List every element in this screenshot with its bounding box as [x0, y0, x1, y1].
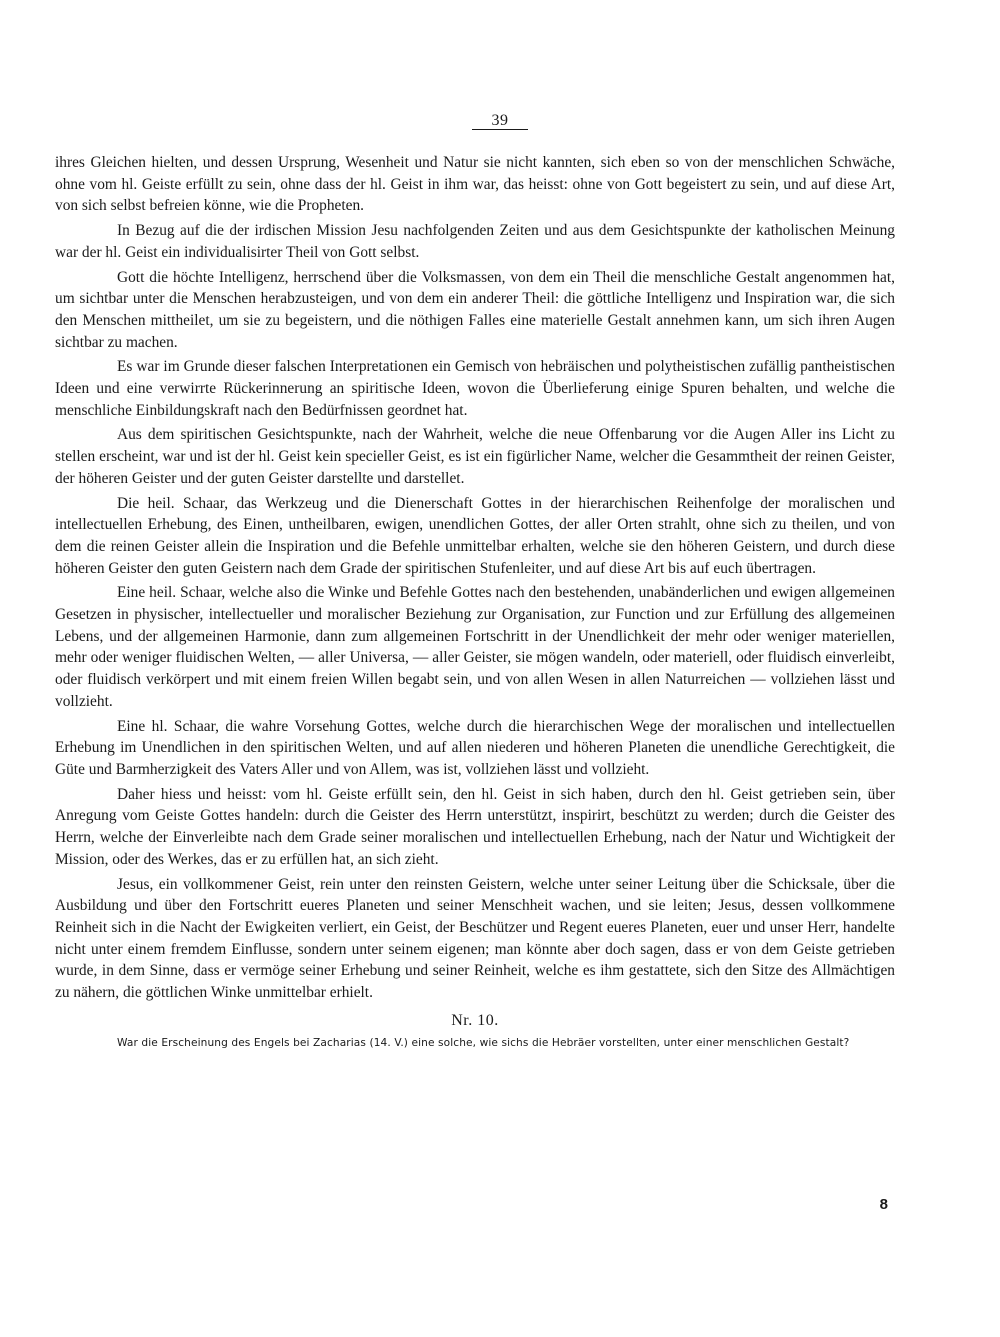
signature-mark: 8 — [879, 1196, 888, 1213]
page-number-rule — [472, 129, 528, 130]
paragraph-5: Aus dem spiritischen Gesichtspunkte, nach der Wahrheit, welche die neue Offenbarung vor die Augen Aller ins Licht zu stellen erscheint, war und ist der hl. Geist kein specieller Geist, es ist ein figürlicher Name, welcher die Gesammtheit der reinen Geister, der höheren Geister und der guten Geister darstellte und darstellet. — [55, 426, 895, 487]
paragraph-7: Eine heil. Schaar, welche also die Winke und Befehle Gottes nach den bestehenden, unabänderlichen und ewigen allgemeinen Gesetzen in physischer, intellectueller und moralischer Beziehung zur Organisation, zur Function und zur Erfüllung des allgemeinen Lebens, und der allgemeinen Harmonie, dann zum allgemeinen Fortschritt in der Unendlichkeit der mehr oder weniger materiellen, mehr oder weniger fluidischen Welten, — aller Universa, — aller Geister, sie mögen wandeln, oder materiell, oder fluidisch einverleibt, oder fluidisch verkörpert und mit einem freien Willen begabt sein, und von allen Wesen in allen Naturreichen — vollziehen lässt und vollzieht. — [55, 584, 895, 710]
section-heading: Nr. 10. — [451, 1011, 499, 1029]
paragraph-6: Die heil. Schaar, das Werkzeug und die Dienerschaft Gottes in der hierarchischen Reihenfolge der moralischen und intellectuellen Erhebung, des Einen, untheilbaren, ewigen, unendlichen Gottes, der aller Orten strahlt, ohne sich zu theilen, und von dem die reinen Geister allein die Inspiration und die Befehle unmittelbar erhalten, welche sie den höheren Geistern, und durch diese höheren Geister den guten Geistern nach dem Grade der spiritischen Stufenleiter, und auf diese Art bis auf euch übertragen. — [55, 494, 895, 577]
paragraph-4: Es war im Grunde dieser falschen Interpretationen ein Gemisch von hebräischen und polytheistischen zufällig pantheistischen Ideen und eine verwirrte Rückerinnerung an spiritische Ideen, wovon die Überlieferung einige Spuren behalten, und welche die menschliche Einbildungskraft nach den Bedürfnissen geordnet hat. — [55, 358, 895, 419]
question-text: War die Erscheinung des Engels bei Zacharias (14. V.) eine solche, wie sichs die Hebräer vorstellten, unter einer menschlichen Gestalt? — [117, 1037, 850, 1050]
paragraph-8: Eine hl. Schaar, die wahre Vorsehung Gottes, welche durch die hierarchischen Wege der moralischen und intellectuellen Erhebung im Unendlichen in den spiritischen Welten, und auf allen niederen und höheren Planeten die unendliche Gerechtigkeit, die Güte und Barmherzigkeit des Vaters Aller und von Allem, was ist, vollziehen lässt und vollzieht. — [55, 717, 895, 778]
paragraph-10: Jesus, ein vollkommener Geist, rein unter den reinsten Geistern, welche unter seiner Leitung über die Schicksale, über die Ausbildung und über den Fortschritt eueres Planeten und seiner Menschheit wachen, und sie leiten; Jesus, dessen vollkommene Reinheit sich in die Nacht der Ewigkeiten verliert, ein Geist, der Beschützer und Regent eueres Planeten, euer und unser Herr, handelte nicht unter einem fremdem Einflusse, sondern unter seinem eigenen; man könnte aber doch sagen, dass er von dem Geiste getrieben wurde, in dem Sinne, dass er vermöge seiner Erhebung und seiner Reinheit, welche es ihm gestattete, sich den Sitze des Allmächtigen zu nähern, die göttlichen Winke unmittelbar erhielt. — [55, 875, 895, 1002]
body-text — [55, 152, 895, 1054]
paragraph-2: In Bezug auf die der irdischen Mission Jesu nachfolgenden Zeiten und aus dem Gesichtspunkte der katholischen Meinung war der hl. Geist ein individualisirter Theil von Gott selbst. — [55, 222, 895, 261]
paragraph-3: Gott die höchte Intelligenz, herrschend über die Volksmassen, von dem ein Theil die menschliche Gestalt angenommen hat, um sichtbar unter die Menschen herabzusteigen, und von dem ein anderer Theil: die göttliche Intelligenz und Inspiration war, die sich den Menschen mittheilet, um sie zu begeistern, und die nöthigen Falles eine materielle Gestalt annehmen kann, um sich ihren Augen sichtbar zu machen. — [55, 268, 895, 351]
paragraph-9: Daher hiess und heisst: vom hl. Geiste erfüllt sein, den hl. Geist in sich haben, durch den hl. Geist getrieben sein, über Anregung vom Geiste Gottes handeln: durch die Geister des Herrn unterstützt, inspirirt, beschützt zu werden; durch die Geister des Herrn, welche der Einverleibte nach dem Grade seiner moralischen und intellectuellen Erhebung, nach der Natur und Wichtigkeit der Mission, oder des Werkes, das er zu erfüllen hat, an sich zieht. — [55, 785, 895, 868]
paragraph-1: ihres Gleichen hielten, und dessen Ursprung, Wesenheit und Natur sie nicht kannten, sich eben so von der menschlichen Schwäche, ohne vom hl. Geiste erfüllt zu sein, ohne dass der hl. Geist in ihm war, das heisst: ohne von Gott begeistert zu sein, und auf diese Art, von sich selbst befreien könne, wie die Propheten. — [55, 154, 895, 215]
page-number-block — [0, 112, 1000, 131]
page-number: 39 — [491, 112, 509, 129]
